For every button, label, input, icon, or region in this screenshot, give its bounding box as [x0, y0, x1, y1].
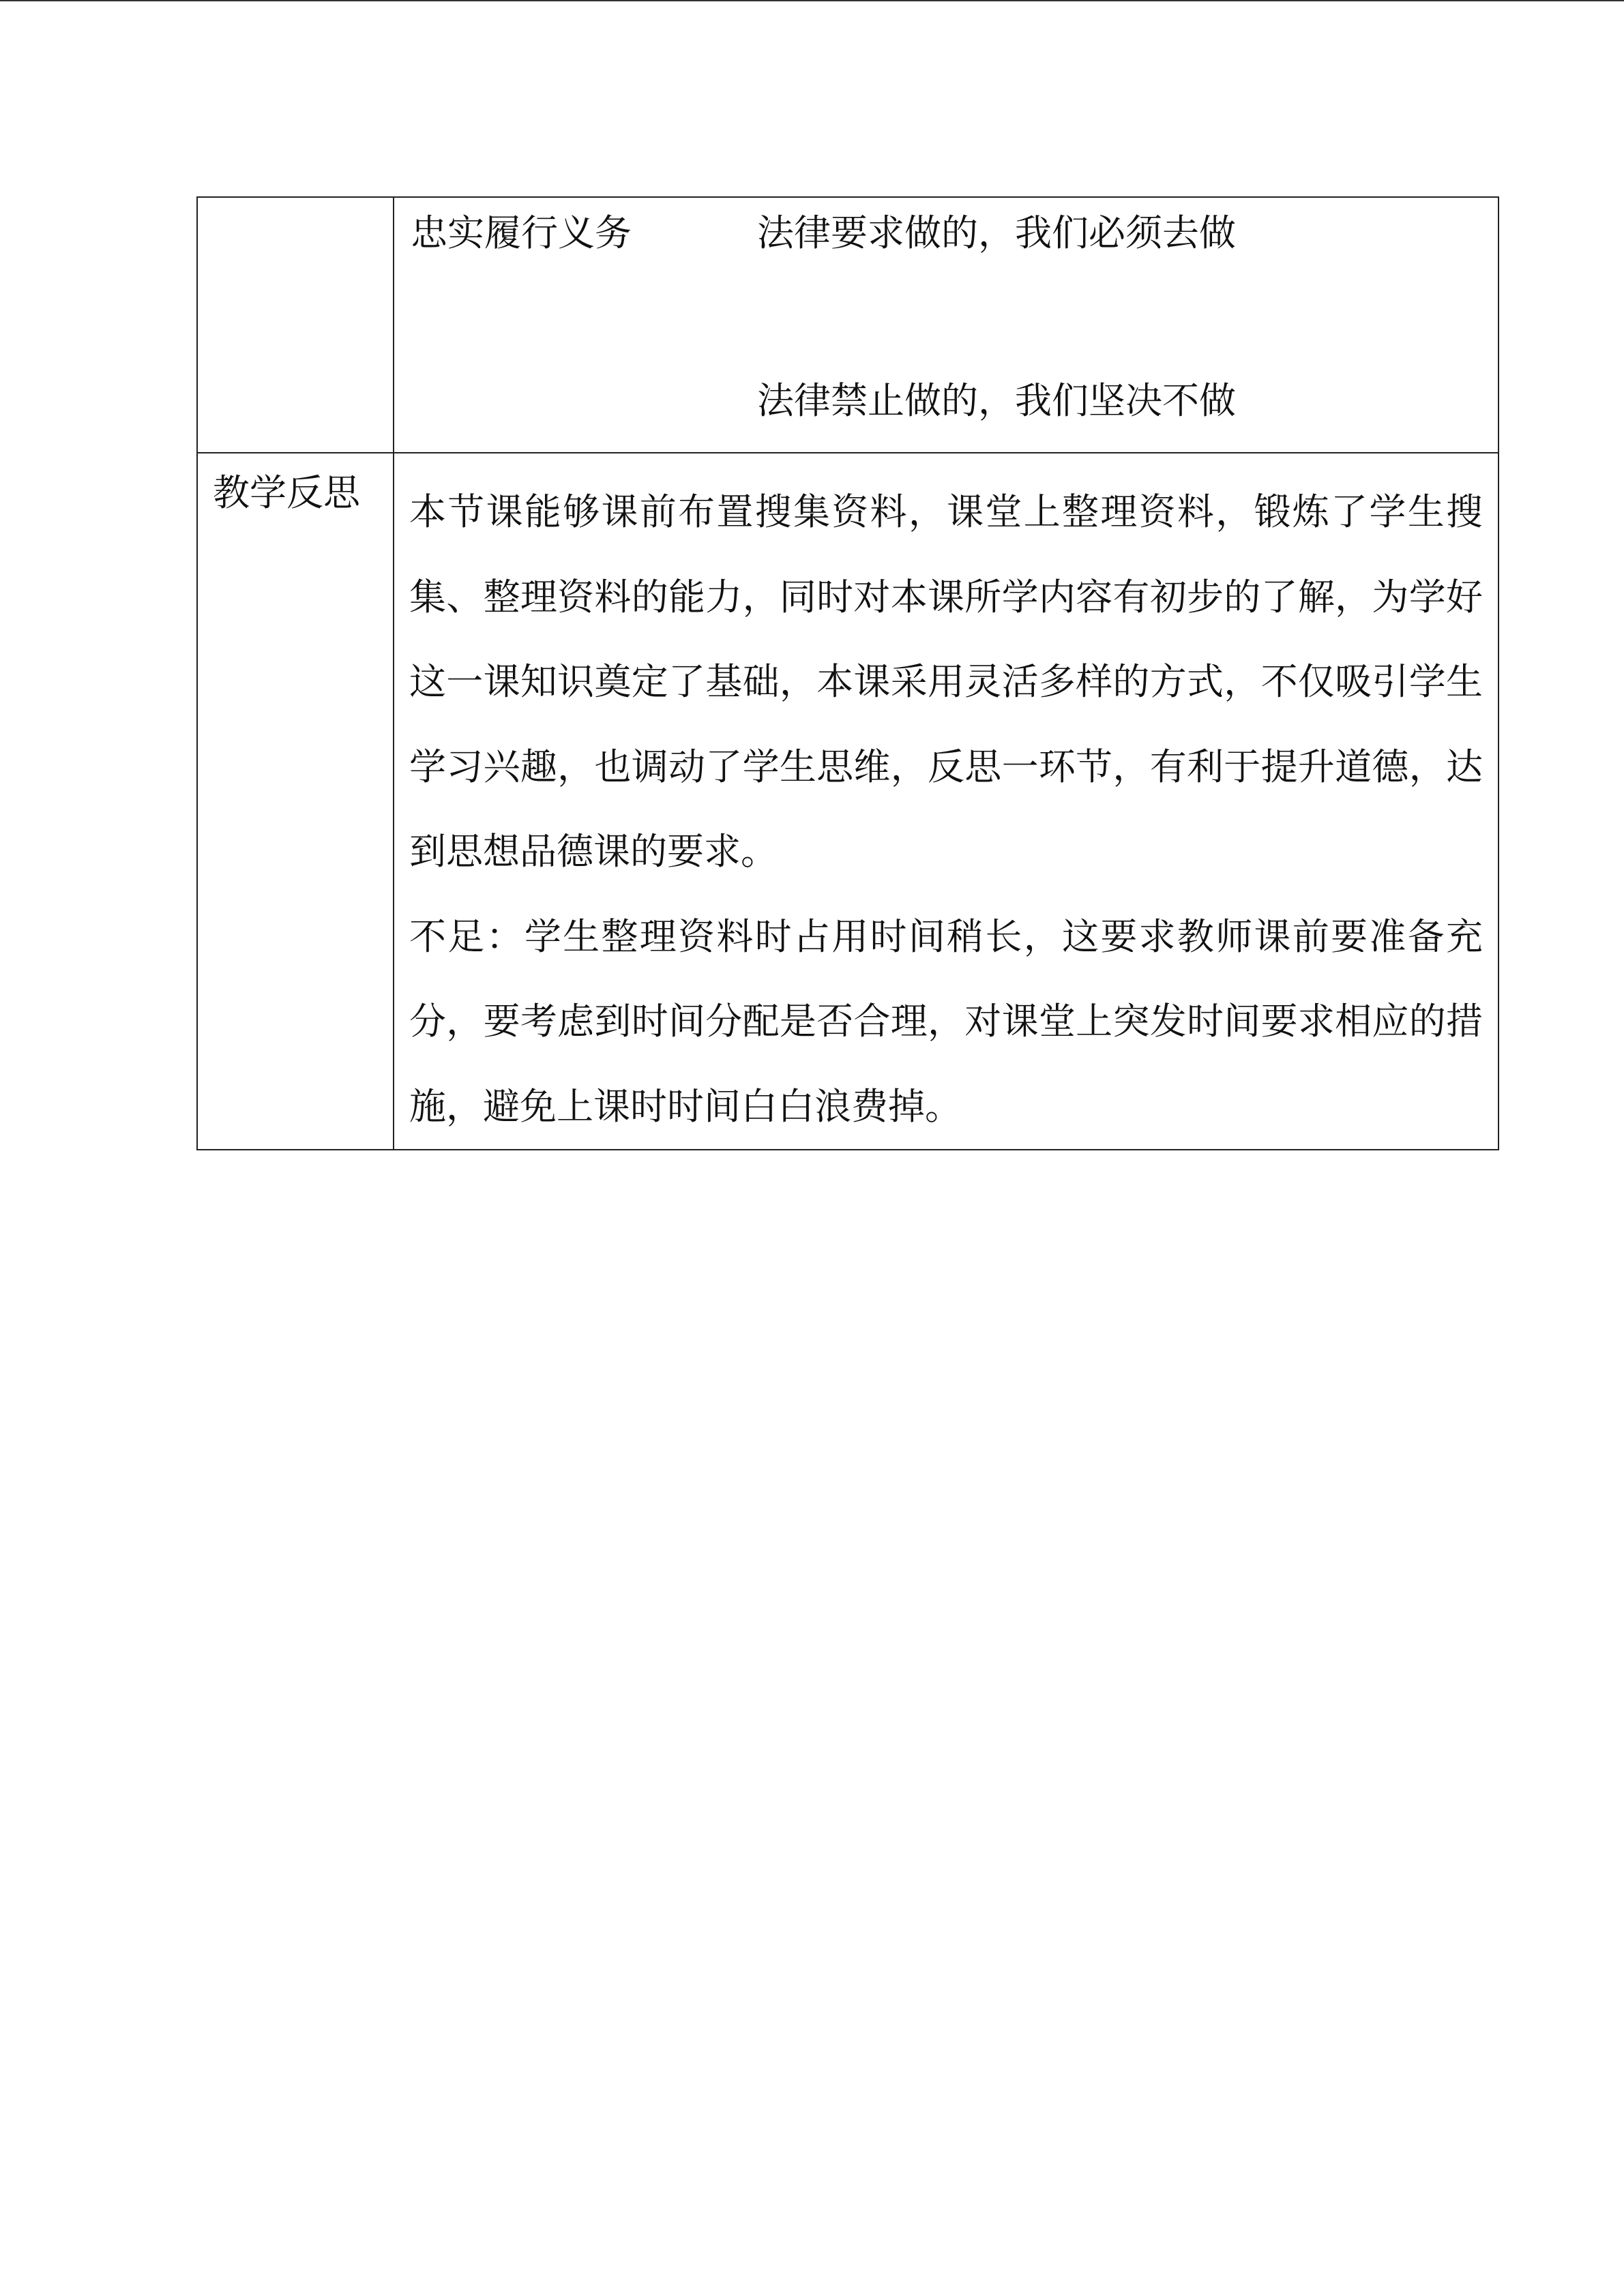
row1-content-cell [394, 197, 1498, 453]
row2-content-cell [394, 453, 1498, 1150]
table-row-duty [197, 197, 1498, 453]
shortcoming-paragraph: 不足：学生整理资料时占用时间稍长，这要求教师课前要准备充分，要考虑到时间分配是否合理，对课堂上突发时间要求相应的措施，避免上课时时间白白浪费掉。 [409, 914, 1483, 1128]
reflection-paragraph: 本节课能够课前布置搜集资料，课堂上整理资料，锻炼了学生搜集、整理资料的能力，同时对本课所学内容有初步的了解，为学好这一课知识奠定了基础，本课采用灵活多样的方式，不仅吸引学生学习兴趣，也调动了学生思维，反思一环节，有利于提升道德，达到思想品德课的要求。 [409, 490, 1483, 873]
page-top-border [0, 0, 1624, 1]
row1-label [198, 198, 393, 215]
must-not-do-text: 法律禁止做的，我们坚决不做 [757, 379, 1236, 422]
reflection-label: 教学反思 [213, 471, 360, 514]
lesson-table [196, 196, 1499, 1150]
table-row-reflection [197, 453, 1498, 1150]
duty-topic: 忠实履行义务 [411, 211, 632, 254]
must-do-text: 法律要求做的，我们必须去做 [757, 211, 1236, 254]
row1-label-cell [197, 197, 394, 453]
reflection-body [394, 453, 1498, 1149]
row2-label-cell [197, 453, 394, 1150]
